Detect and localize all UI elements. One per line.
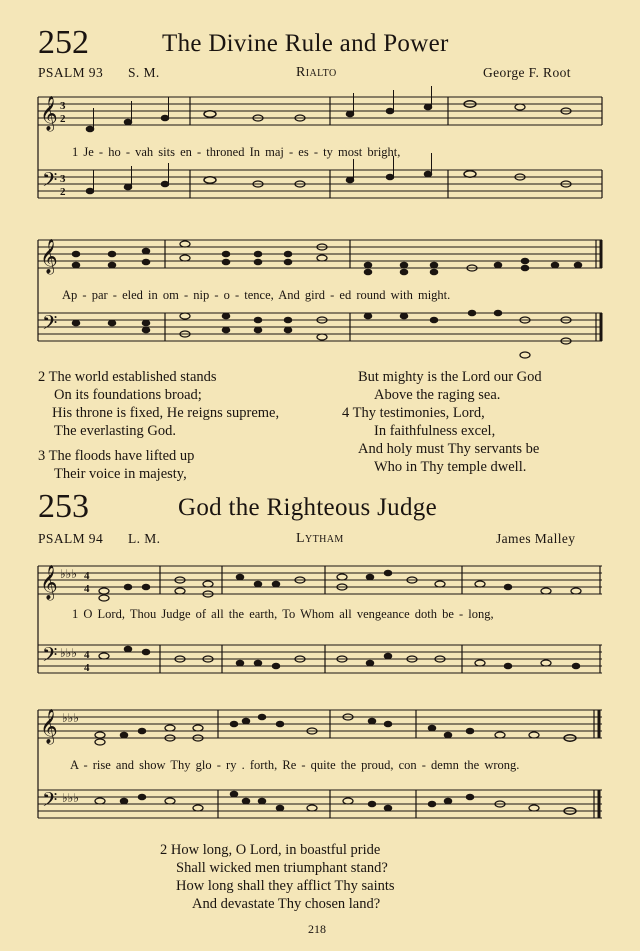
tune-name: Lytham	[296, 531, 344, 546]
verse-line: Their voice in majesty,	[54, 466, 187, 482]
verse-line: Above the raging sea.	[374, 387, 501, 403]
time-signature: 4	[84, 649, 90, 661]
lyrics-line: A - rise and show Thy glo - ry . forth, Re - quite the proud, con - demn the wrong.	[70, 758, 520, 772]
verse-line: The everlasting God.	[54, 423, 177, 439]
treble-clef: 𝄞	[40, 97, 58, 130]
time-signature: 3	[60, 173, 66, 185]
bass-clef: 𝄢	[42, 170, 58, 196]
hymn-title: The Divine Rule and Power	[162, 30, 449, 57]
meter: L. M.	[128, 531, 161, 546]
verse-line: Who in Thy temple dwell.	[374, 459, 527, 475]
tune-name: Rialto	[296, 65, 337, 80]
lyrics-line: 1 O Lord, Thou Judge of all the earth, To Whom all vengeance doth be - long,	[72, 607, 494, 621]
composer: James Malley	[496, 531, 576, 546]
time-signature: 2	[60, 113, 66, 125]
key-signature: ♭♭♭	[60, 646, 77, 660]
hymn-title: God the Righteous Judge	[178, 494, 437, 521]
time-signature: 4	[84, 662, 90, 674]
treble-clef: 𝄞	[40, 710, 58, 743]
lyrics-line: Ap - par - eled in om - nip - o - tence, And gird - ed round with might.	[62, 288, 451, 302]
psalm-reference: PSALM 94	[38, 531, 104, 546]
treble-clef: 𝄞	[40, 240, 58, 273]
bass-clef: 𝄢	[42, 313, 58, 339]
composer: George F. Root	[483, 65, 571, 80]
key-signature: ♭♭♭	[60, 567, 77, 581]
verse-line: 4 Thy testimonies, Lord,	[342, 405, 485, 421]
treble-clef: 𝄞	[40, 566, 58, 599]
time-signature: 3	[60, 100, 66, 112]
hymn-number: 252	[38, 24, 89, 61]
verse-line: But mighty is the Lord our God	[358, 369, 542, 385]
time-signature: 4	[84, 583, 90, 595]
time-signature: 4	[84, 570, 90, 582]
time-signature: 2	[60, 186, 66, 198]
page-number: 218	[308, 922, 326, 936]
verse-line: Shall wicked men triumphant stand?	[176, 860, 388, 876]
meter: S. M.	[128, 65, 160, 80]
key-signature: ♭♭♭	[62, 791, 79, 805]
key-signature: ♭♭♭	[62, 711, 79, 725]
verse-line: And devastate Thy chosen land?	[192, 896, 381, 912]
verse-line: 3 The floods have lifted up	[38, 448, 195, 464]
verse-line: How long shall they afflict Thy saints	[176, 878, 395, 894]
verse-line: 2 How long, O Lord, in boastful pride	[160, 842, 381, 858]
bass-clef: 𝄢	[42, 790, 58, 816]
verse-line: On its foundations broad;	[54, 387, 202, 403]
verse-line: His throne is fixed, He reigns supreme,	[52, 405, 280, 421]
verse-block	[160, 841, 395, 913]
verse-line: In faithfulness excel,	[374, 423, 496, 439]
psalm-reference: PSALM 93	[38, 65, 104, 80]
lyrics-line: 1 Je - ho - vah sits en - throned In maj - es - ty most bright,	[72, 145, 401, 159]
verse-line: And holy must Thy servants be	[358, 441, 540, 457]
bass-clef: 𝄢	[42, 645, 58, 671]
verse-line: 2 The world established stands	[38, 369, 217, 385]
hymn-number: 253	[38, 488, 89, 525]
